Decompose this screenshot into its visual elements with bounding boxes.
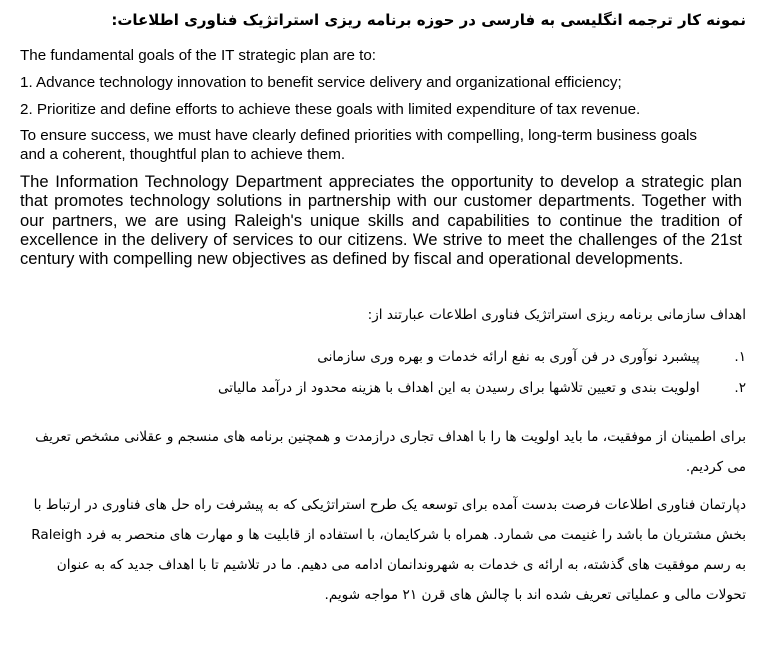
persian-goal-2-text: اولویت بندی و تعیین تلاشها برای رسیدن به این اهداف با هزینه محدود از درآمد مالیاتی <box>217 380 700 396</box>
persian-intro: اهداف سازمانی برنامه ریزی استراتژیک فناوری اطلاعات عبارتند از: <box>367 307 746 323</box>
persian-goal-2-number: ۲. <box>734 380 746 396</box>
english-success: To ensure success, we must have clearly defined priorities with compelling, long-term business goals and a coherent, thoughtful plan to achieve them. <box>20 127 697 163</box>
persian-goal-1 <box>18 347 746 367</box>
persian-goal-2 <box>18 378 746 398</box>
document-title: نمونه کار ترجمه انگلیسی به فارسی در حوزه برنامه ریزی استراتژیک فناوری اطلاعات: <box>111 11 746 29</box>
english-goal-2: 2. Prioritize and define efforts to achieve these goals with limited expenditure of tax revenue. <box>20 101 641 118</box>
english-goal-1: 1. Advance technology innovation to benefit service delivery and organizational efficiency; <box>20 74 622 91</box>
persian-goal-1-text: پیشبرد نوآوری در فن آوری به نفع ارائه خدمات و بهره وری سازمانی <box>317 349 700 365</box>
english-intro: The fundamental goals of the IT strategic plan are to: <box>20 47 376 64</box>
persian-goal-1-number: ۱. <box>734 349 746 365</box>
english-department: The Information Technology Department appreciates the opportunity to develop a strategic plan that promotes technology solutions in partnership with our customer departments. Together with our partners, we are using Raleigh's unique skills and capabilities to continue the tradition of excellence in the delivery of services to our citizens. We strive to meet the challenges of the 21st century with compelling new objectives as defined by fiscal and operational developments. <box>20 172 742 269</box>
persian-success: برای اطمینان از موفقیت، ما باید اولویت ها را با اهداف تجاری درازمدت و همچنین برنامه های منسجم و عقلانی مشخص تعریف می کردیم. <box>35 429 746 475</box>
persian-department: دپارتمان فناوری اطلاعات فرصت بدست آمده برای توسعه یک طرح استراتژیکی که به پیشرفت راه حل های فناوری در ارتباط با بخش مشتریان ما باشد را غنیمت می شمارد. همراه با شرکایمان، با استفاده از قابلیت ها و مهارت های منحصر به فرد Raleigh به رسم موفقیت های گذشته، به ارائه ی خدمات به شهروندانمان ادامه می دهیم. ما در تلاشیم تا با اهداف جدید که به عنوان تحولات مالی و عملیاتی تعریف شده اند با چالش های قرن ۲۱ مواجه شویم. <box>31 497 746 603</box>
